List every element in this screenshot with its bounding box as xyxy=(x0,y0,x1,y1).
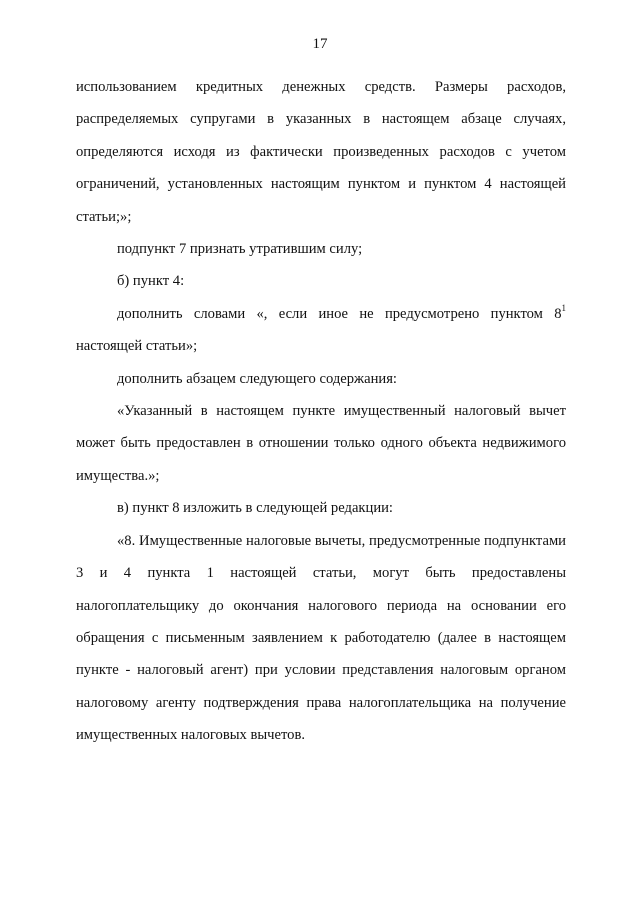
paragraph-quote-deduction: «Указанный в настоящем пункте имущественный налоговый вычет может быть предоставлен в отношении только одного объекта недвижимого имущества.»; xyxy=(76,403,566,484)
document-body xyxy=(76,71,566,752)
superscript-marker: 1 xyxy=(561,302,566,313)
paragraph-item-b: б) пункт 4: xyxy=(117,273,185,290)
paragraph-item-v: в) пункт 8 изложить в следующей редакции: xyxy=(117,500,393,517)
add-words-text: дополнить словами «, если иное не предусмотрено пунктом 8 xyxy=(117,305,562,322)
page-number: 17 xyxy=(312,36,328,52)
paragraph-add-words xyxy=(76,298,566,363)
paragraph-continuation: использованием кредитных денежных средств. Размеры расходов, распределяемых супругами в указанных в настоящем абзаце случаях, определяются исходя из фактически произведенных расходов с учетом ограничений, установленных настоящим пунктом и пунктом 4 настоящей статьи;»; xyxy=(76,79,566,225)
paragraph-add-abzats: дополнить абзацем следующего содержания: xyxy=(117,370,397,387)
paragraph-subitem-7-repeal: подпункт 7 признать утратившим силу; xyxy=(117,241,363,258)
add-words-text-after: настоящей статьи»; xyxy=(76,338,198,355)
paragraph-item-8-text: «8. Имущественные налоговые вычеты, предусмотренные подпунктами 3 и 4 пункта 1 настоящей статьи, могут быть предоставлены налогоплательщику до окончания налогового периода на основании его обращения с письменным заявлением к работодателю (далее в настоящем пункте - налоговый агент) при условии представления налоговым органом налоговому агенту подтверждения права налогоплательщика на получение имущественных налоговых вычетов. xyxy=(76,532,566,744)
